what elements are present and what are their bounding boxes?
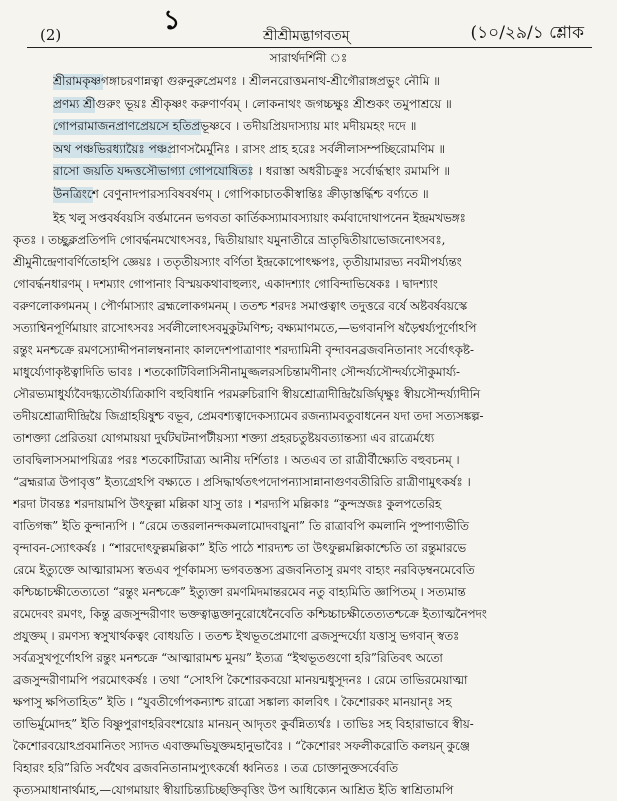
handwritten-mark: ১ <box>163 5 181 36</box>
verse-reference: (১০/২৯/১ শ্লোক <box>470 23 584 43</box>
commentary-body <box>13 207 604 801</box>
text-line: শরদা টাবন্তঃ শরদায়ামপি উৎফুল্লা মল্লিকা যাসু তাঃ । শরদ্যপি মল্লিকাঃ “কুন্দস্রজঃ কুলপতেরিহ <box>13 497 442 511</box>
text-line: শ্রীমুনীন্দ্রেণাবর্ণিতোহপি জ্ঞেয়ঃ । ততৃতীয়স্যাং বর্ণিতা ইন্দ্রকোপোৎক্ষপঃ, তৃতীয়ামারভ্য নবমীপর্য্যন্তং <box>13 255 462 269</box>
text-line: ক্ষপাসু ক্ষপিতাহিত” ইতি । “যুবতীর্গোপকন্যাশ্চ রাত্রো সঙ্কাল্য কালবিৎ । কৈশোরকং মানয়ান্ঃ সহ <box>13 695 452 709</box>
text-line: রন্তুং মনশ্চক্রে রমণস্যোদ্দীপনালম্বনানাং কালদেশপাত্রাণাং শরদ্যামিনী বৃন্দাবনব্রজবনিতানাং সর্বোৎকৃষ্ট- <box>13 343 474 357</box>
text-line: রেমে ইত্যুক্তে আত্মারামস্য স্বতএব পূর্ণকামস্য ভগবতস্তস্য ব্রজবনিতাসু রমণং বাহ্যং নরবিড়ম্বনমেবেতি <box>13 563 475 577</box>
commentary-title: সারার্থদর্শিনী ঃ <box>269 51 348 65</box>
text-line: সর্বত্রসুখপূর্ণোঽপি রন্তুং মনশ্চক্রে “আত্মারামশ্চ মুনয়” ইত্যত্র “ইত্থভূতগুণো হরি”রিতিবৎ অতো <box>13 651 443 665</box>
text-line: বৃন্দাবন-স্যোৎকর্ষঃ । “শারদোৎফুল্লমল্লিকা” ইতি পাঠে শারদ্যশ্চ তা উৎফুল্লমল্লিকাশ্চেতি তা রন্তুমারভে <box>13 541 467 555</box>
page-number: (2) <box>40 26 62 44</box>
text-line: তাশক্ত্যা প্রেরিতয়া যোগমায়য়া দুর্ঘটঘটনাপটীয়স্যা শক্ত্যা প্রহরচতুষ্টয়বত্যান্তস্যা এব রাত্রের্মধ্যে <box>13 431 435 445</box>
text-line: বিহারং হরি”রিতি সর্বথৈব ব্রজবনিতানামপ্যুৎকর্ষো ধ্বনিতঃ । তত্র চোক্তানুক্তসর্বেবতি <box>13 761 398 775</box>
text-line: বাতিগন্ধ” ইতি কুন্দান্যপি । “রেমে তত্তরলানন্দকমলামোদবায়ুনা” তি রাত্রাবপি কমলানি পুষ্পাণ্যভীতি <box>13 519 469 533</box>
text-line: কৃত্যসমাধানার্থমাহ,—যোগমায়াং স্বীয়াচিন্ত্যচিচ্ছক্তিবৃত্তিং উপ আধিক্যেন আশ্রিত ইতি স্বাশ্রিতামপি <box>13 783 454 797</box>
text-line: ব্রজসুন্দরীণামপি পরমোৎকর্ষঃ । তথা “সোঽপি কৈশোরকবয়ো মানয়ন্মধুসূদনঃ । রেমে তাভিরমেয়াত্মা <box>13 673 468 687</box>
verse-line: রাসো জয়তি যদ্দত্তসৌভাগ্যা গোপযোষিতঃ । ধরাস্তা অধরীচক্রুঃ সর্বোর্দ্ধস্থাং রমামপি ॥ <box>53 164 451 178</box>
text-line: তাভির্মুমোদহ” ইতি বিষ্ণুপুরাণহরিবংশয়োঃ মানয়ন্ আদৃতং কুর্বন্নিত্যর্থঃ । তাভিঃ সহ বিহারাভাবে স্বীয়- <box>13 717 474 731</box>
text-line: মাধুর্য্যেণাকৃষ্টত্বাদিতি ভাবঃ । শতকোটিবিলাসিনীনামুজ্জলরসচিন্তামণীনাং সৌন্দর্য্যসৌন্দর্য্যসৌকুমার্য্য- <box>13 365 461 379</box>
verse-line: গোপরামাজনপ্রাণপ্রেয়সে হতিপ্রভূষ্ণবে । তদীয়প্রিয়দাস্যায় মাং মদীয়মহং দদে ॥ <box>53 119 417 133</box>
text-line: ইহ খলু সপ্তবর্ষবয়সি বর্ত্তমানেন ভগবতা কার্তিকস্যামাবস্যায়াং কর্মবাদোথাপনেন ইন্দ্রমখভঙ্গঃ <box>53 211 466 225</box>
text-line: রমেদেবং রমণং, কিন্তু ব্রজসুন্দরীণাং ভক্তত্বাদ্ভক্তানুরোধেনৈবেতি কশ্চিচ্চাচক্ষীতেত্যতশ্চক্রে ইত্যাত্মনৈপদং <box>13 607 487 621</box>
text-line: কশ্চিচ্চাচক্ষীতেত্যতো “রন্তুং মনশ্চক্রে” ইত্যুক্তা রমণমিদমান্তরমেব নতু বাহ্যমিতি জ্ঞাপিতম্ । সত্যমান্ত <box>13 585 466 599</box>
verse-line: অথ পঞ্চভিরধ্যায়ৈঃ পঞ্চপ্রাণসমৈর্মুনিঃ । রাসং প্রাহ হরেঃ সর্বলীলাসম্পচ্ছিরোমণিম ॥ <box>53 141 446 156</box>
text-line: সৌরভ্যমাধুর্য্যবৈদগ্ধ্যতৌর্য্যত্রিকাণি বহুবিধানি পরমরুচিরাণি স্বীয়শ্রোত্রাদীন্দ্রিয়ৈর্জিঘৃক্ষুঃ স্বীয়সৌন্দর্য্যাদীনি <box>13 387 481 401</box>
text-line: “ব্রহ্মরাত্র উপাবৃত্ত” ইত্যগ্রেঽপি বক্ষ্যতে । প্রসিদ্ধার্থতৎপদোপন্যাসান্নানাগুণবতীরিতি রাত্রীণামুৎকর্ষঃ । <box>13 475 471 489</box>
text-line: প্রযুক্তম্ । রমণস্য স্বসুখার্থকত্বং বোধয়তি । ততশ্চ ইত্থভূতপ্রেমাণো ব্রজসুন্দর্য্যো যত্তাসু ভগবান্ স্বতঃ <box>13 629 460 643</box>
header-rule <box>27 47 592 48</box>
text-line: তাবদ্বিলাসসমাপয়িত্রঃ পরঃ শতকোটিরাত্র্য আনীয় দর্শিতাঃ । অতএব তা রাত্রীর্বীক্ষ্যেতি বহুবচনম্ । <box>13 453 460 467</box>
invocation-verses <box>13 70 604 205</box>
text-line: বরুণলোকগমনম্ । পৌর্ণমাস্যাং ব্রহ্মলোকগমনম্ । ততশ্চ শরদঃ সমাপ্তত্বাৎ তদুত্তরে বর্ষে অষ্টবর্ষবয়স্কে <box>13 299 468 313</box>
text-line: গোবর্দ্ধনধারণম্ । দশম্যাং গোপানাং বিস্ময়কথাবাহুল্যং, একাদশ্যাং গোবিন্দাভিষেকঃ । দ্বাদশ্যাং <box>13 277 438 291</box>
running-title: শ্রীশ্রীমদ্ভাগবতম্ <box>263 28 350 44</box>
page-header <box>13 0 604 50</box>
text-line: তদীয়শ্রোত্রাদীন্দ্রিয়ৈ জিগ্রাহয়িষুশ্চ বভূব, প্রেমবশ্যত্বাদেকস্যামেব রজন্যামবতুবাধনেন যদা তদা সত্যসঙ্কল্প- <box>13 409 484 423</box>
verse-line: শ্রীরামকৃষ্ণগঙ্গাচরণান্নত্বা গুরুনুরুপ্রেমণঃ । শ্রীলনরোত্তমনাথ-শ্রীগৌরাঙ্গপ্রভুং নৌমি ॥ <box>53 74 440 88</box>
text-line: কৈশোরবয়োঽপ্রবমানিতং স্যাদত এবাক্তমভিযুক্তমহানুভাবৈঃ । “কৈশোরং সফলীকরোতি কলয়ন্ কুঞ্জে <box>13 739 470 753</box>
verse-line: প্রণম্য শ্রীগুরুং ভূয়ঃ শ্রীকৃষ্ণং করুণার্ণবম্ । লোকনাথং জগচ্চক্ষুঃ শ্রীশুকং তমুপাশ্রয়ে ॥ <box>53 96 452 111</box>
verse-line: উনত্রিংশে বেণুনাদপারস্যবিষবর্ষণম্ । গোপিকাচাতকীস্বান্তিঃ ক্রীড়াস্তর্দ্ধিশ্চ বর্ণ্যতে ॥ <box>53 186 429 201</box>
text-line: কৃতঃ । তচ্ছুক্লপ্রতিপদি গোবর্দ্ধনমখোৎসবঃ, দ্বিতীয়ায়াং যমুনাতীরে ভ্রাতৃদ্বিতীয়াভোজনোৎসবঃ, <box>13 233 446 247</box>
text-line: সত্যাশ্বিনপূর্ণিমায়াং রাসোৎসবঃ সর্বলীলোৎসবমুকুটমণিশ্চ; বক্ষ্যমাণমতে,—ভগবানপি ষড়ৈশ্বর্য্যপূর্ণোঽপি <box>13 321 477 335</box>
